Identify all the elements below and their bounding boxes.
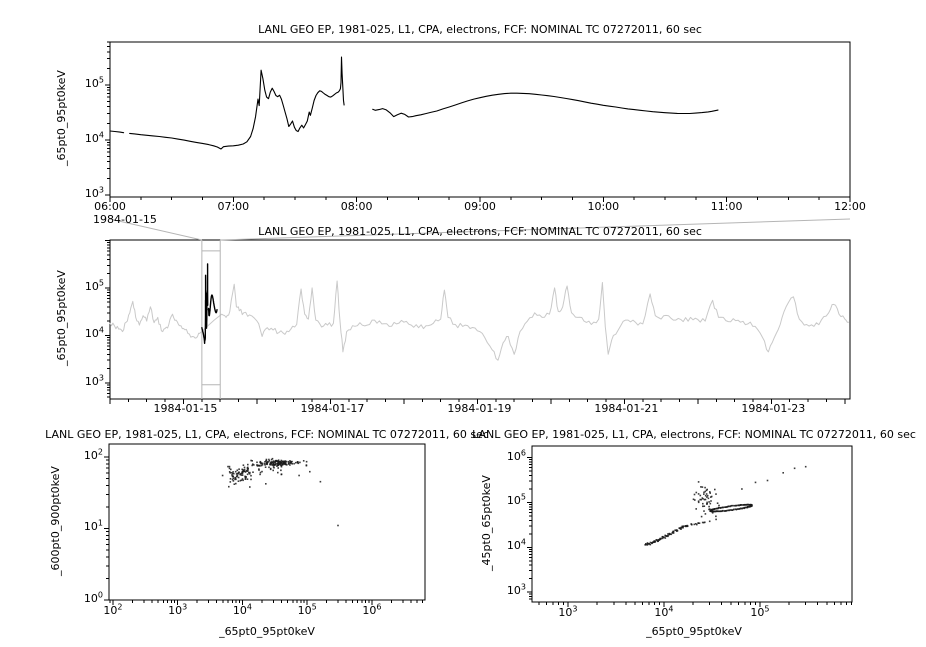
plot-area-detail[interactable]	[110, 42, 850, 197]
x-axis-date-label: 1984-01-15	[93, 213, 157, 226]
tick-label: 1984-01-21	[594, 402, 659, 415]
tick-label: $10^4$	[84, 130, 104, 145]
tick-label: 11:00	[710, 200, 743, 213]
tick-label: $10^3$	[168, 602, 188, 617]
tick-label: 08:00	[340, 200, 373, 213]
tick-label: 09:00	[464, 200, 496, 213]
tick-label: $10^5$	[750, 604, 770, 619]
tick-label: $10^5$	[297, 602, 317, 617]
tick-label: $10^6$	[362, 602, 382, 617]
x-axis-label-scatter-left: _65pt0_95pt0keV	[219, 625, 315, 638]
tick-label: $10^0$	[83, 590, 103, 605]
tick-label: 1984-01-19	[447, 402, 512, 415]
tick-label: $10^5$	[84, 278, 104, 293]
plot-title-scatter-right: LANL GEO EP, 1981-025, L1, CPA, electrons, FCF: NOMINAL TC 07272011, 60 sec	[472, 428, 916, 441]
tick-label: $10^1$	[83, 518, 103, 534]
tick-label: $10^4$	[232, 602, 252, 617]
tick-label: $10^4$	[84, 325, 104, 341]
y-axis-label-context: _65pt0_95pt0keV	[55, 270, 68, 366]
tick-label: $10^5$	[84, 75, 104, 90]
y-axis-label-detail: _65pt0_95pt0keV	[55, 70, 68, 166]
tick-label: $10^2$	[103, 602, 123, 617]
tick-label: 07:00	[217, 200, 250, 213]
tick-label: $10^2$	[83, 447, 103, 462]
tick-label: $10^4$	[506, 537, 526, 553]
tick-label: $10^6$	[506, 447, 526, 463]
plot-title-scatter-left: LANL GEO EP, 1981-025, L1, CPA, electrons, FCF: NOMINAL TC 07272011, 60 sec	[45, 428, 489, 441]
tick-label: 12:00	[834, 200, 866, 213]
tick-label: $10^5$	[506, 492, 526, 508]
y-axis-label-scatter-right: _45pt0_65pt0keV	[480, 475, 493, 571]
plot-area-scatter-left[interactable]	[109, 444, 425, 600]
tick-label: $10^4$	[654, 604, 674, 619]
x-axis-label-scatter-right: _65pt0_95pt0keV	[646, 625, 742, 638]
tick-label: 1984-01-17	[300, 402, 365, 415]
tick-label: 1984-01-23	[741, 402, 806, 415]
tick-label: 1984-01-15	[153, 402, 218, 415]
tick-label: $10^3$	[84, 185, 104, 200]
tick-label: $10^3$	[84, 373, 104, 388]
tick-label: 06:00	[94, 200, 126, 213]
tick-label: $10^3$	[558, 604, 578, 619]
y-axis-label-scatter-left: _600pt0_900pt0keV	[49, 466, 62, 576]
tick-label: 10:00	[587, 200, 620, 213]
plot-title-context: LANL GEO EP, 1981-025, L1, CPA, electrons, FCF: NOMINAL TC 07272011, 60 sec	[258, 225, 702, 238]
tick-label: $10^3$	[506, 582, 526, 598]
plot-area-scatter-right[interactable]	[532, 446, 852, 602]
plot-area-context[interactable]	[110, 240, 850, 399]
plot-title-detail: LANL GEO EP, 1981-025, L1, CPA, electrons, FCF: NOMINAL TC 07272011, 60 sec	[258, 23, 702, 36]
